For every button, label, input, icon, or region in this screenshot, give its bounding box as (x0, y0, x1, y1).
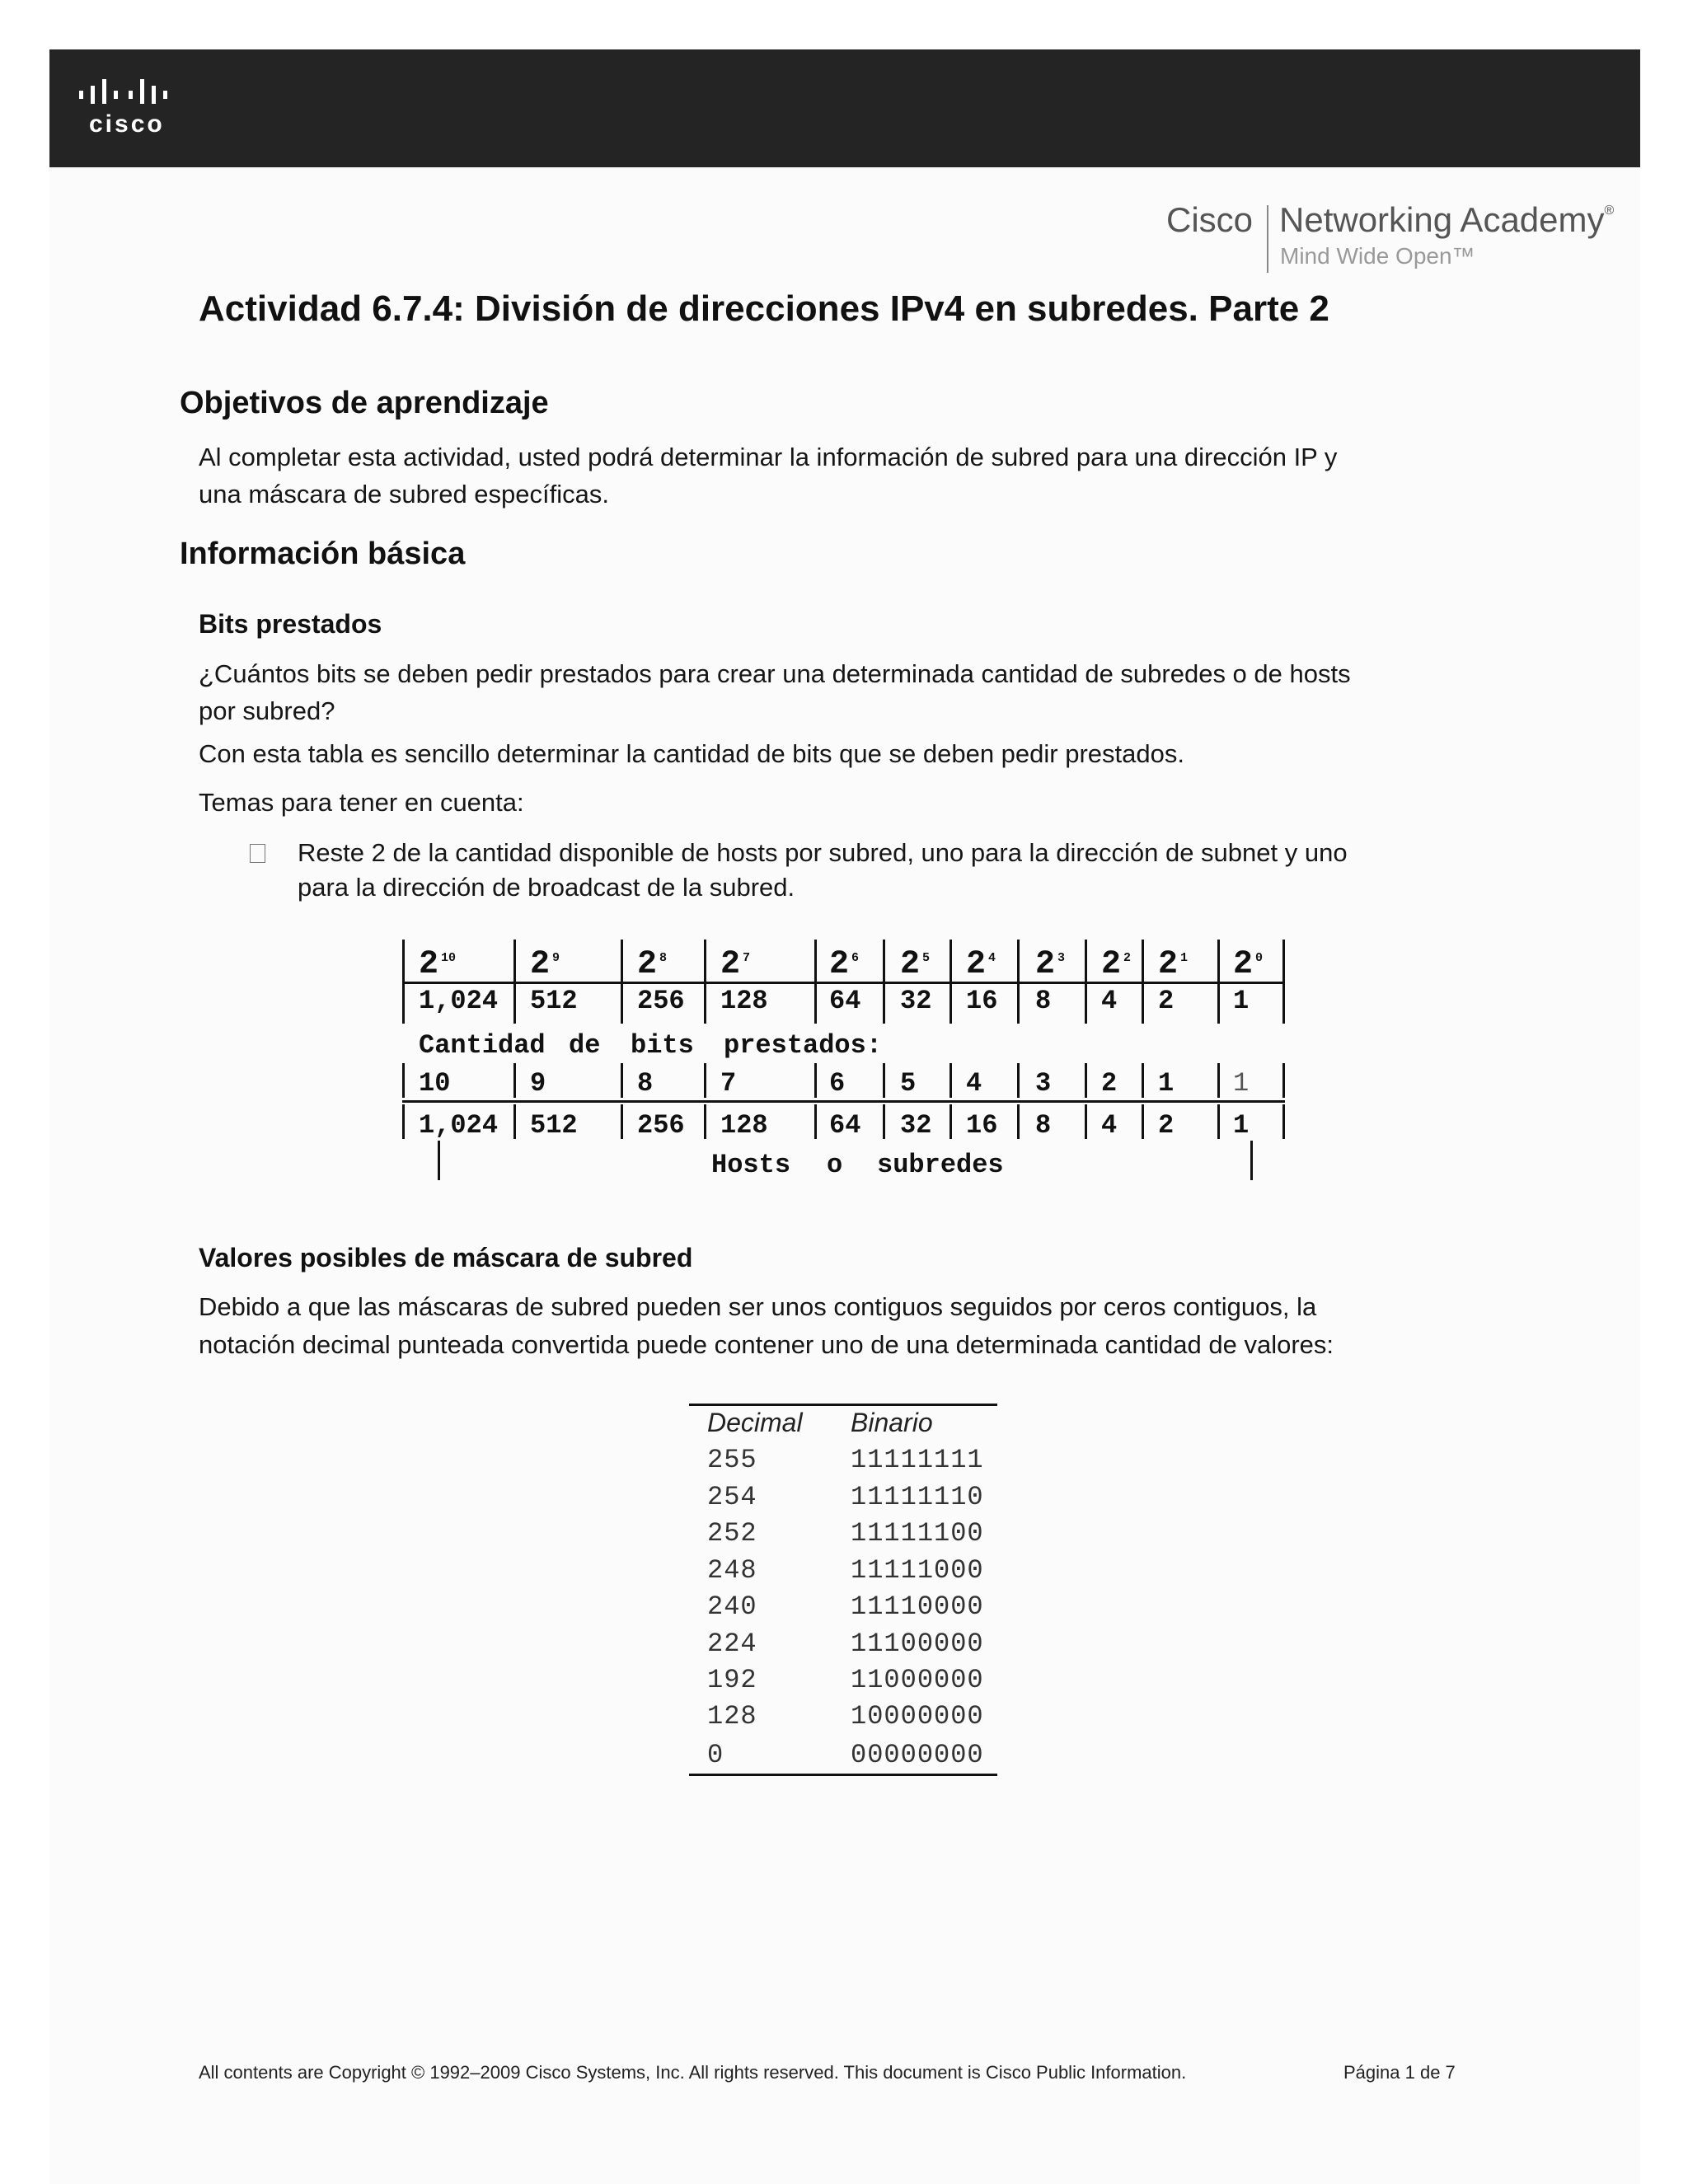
bits-cell: 7 (720, 1068, 737, 1099)
power-cell (966, 946, 996, 983)
bits-cell: 5 (900, 1068, 917, 1099)
bits-label-word: Cantidad (419, 1030, 546, 1061)
mask-binary-cell: 11110000 (851, 1591, 984, 1622)
bits-cell: 4 (966, 1068, 982, 1099)
power-base: 2 (530, 946, 551, 983)
bits-prestados-heading: Bits prestados (199, 609, 382, 639)
academy-name-wrap (1279, 200, 1614, 240)
power-cell (1035, 946, 1065, 983)
hosts-cell: 512 (530, 1110, 578, 1141)
power-base: 2 (637, 946, 658, 983)
value-cell: 4 (1101, 986, 1118, 1016)
power-exponent: 2 (1123, 951, 1132, 965)
power-exponent: 4 (988, 951, 996, 965)
power-exponent: 9 (552, 951, 560, 965)
power-exponent: 0 (1255, 951, 1264, 965)
mask-table-bottom-rule (689, 1774, 997, 1776)
mask-decimal-cell: 240 (707, 1591, 757, 1622)
power-base: 2 (1158, 946, 1179, 983)
table-separator (814, 1104, 817, 1139)
academy-name: Networking Academy (1279, 200, 1605, 239)
cisco-logo-word: cisco (89, 110, 165, 138)
hosts-cell: 32 (900, 1110, 932, 1141)
power-exponent: 3 (1057, 951, 1066, 965)
table-separator (1142, 1104, 1144, 1139)
power-cell (1158, 946, 1188, 983)
hosts-label-word: Hosts (711, 1150, 791, 1180)
bits-label-word: de (569, 1030, 601, 1061)
table-separator (1085, 1063, 1087, 1098)
table-separator (621, 1063, 623, 1098)
mascara-heading: Valores posibles de máscara de subred (199, 1243, 693, 1272)
power-base: 2 (900, 946, 921, 983)
hosts-cell: 256 (637, 1110, 685, 1141)
table-separator (883, 1104, 885, 1139)
value-cell: 8 (1035, 986, 1052, 1016)
cisco-logo (79, 79, 195, 145)
academy-brand: Cisco (1166, 200, 1254, 239)
hosts-cell: 4 (1101, 1110, 1118, 1141)
power-exponent: 8 (659, 951, 668, 965)
objetivos-line-1: Al completar esta actividad, usted podrá determinar la información de subred para una dirección IP y (199, 443, 1338, 471)
power-cell (1101, 946, 1131, 983)
table-separator (814, 1063, 817, 1098)
power-exponent: 7 (743, 951, 751, 965)
value-cell: 16 (966, 986, 998, 1016)
table-intro: Con esta tabla es sencillo determinar la cantidad de bits que se deben pedir prestados. (199, 739, 1184, 768)
hosts-cell: 16 (966, 1110, 998, 1141)
table-separator (1282, 1063, 1285, 1098)
value-cell: 512 (530, 986, 578, 1016)
academy-divider (1267, 205, 1268, 273)
bullet-line-2: para la dirección de broadcast de la subred. (298, 873, 795, 902)
table-separator (621, 1104, 623, 1139)
table-separator (1217, 1104, 1220, 1139)
header-bar (49, 49, 1640, 167)
mask-binary-cell: 11111000 (851, 1555, 984, 1586)
cisco-bars-icon (79, 79, 186, 105)
value-cell: 64 (829, 986, 861, 1016)
power-cell (637, 946, 667, 983)
table-separator (704, 1063, 706, 1098)
bits-label-word: bits (631, 1030, 694, 1061)
academy-tagline: Mind Wide Open™ (1280, 243, 1475, 269)
power-base: 2 (419, 946, 439, 983)
power-cell (419, 946, 456, 983)
power-cell (530, 946, 560, 983)
mask-decimal-cell: 224 (707, 1629, 757, 1659)
power-exponent: 1 (1180, 951, 1189, 965)
table-separator (513, 1063, 516, 1098)
table-separator (704, 1104, 706, 1139)
hosts-cell: 1 (1233, 1110, 1250, 1141)
power-base: 2 (1035, 946, 1056, 983)
table-rule (402, 1100, 1285, 1103)
table-separator (950, 1063, 952, 1098)
bullet-line-1: Reste 2 de la cantidad disponible de hosts por subred, uno para la dirección de subnet y uno (298, 838, 1348, 867)
mask-binary-cell: 11111100 (851, 1518, 984, 1549)
academy-reg: ® (1604, 204, 1615, 218)
mask-header-binario: Binario (851, 1408, 933, 1437)
power-base: 2 (1101, 946, 1122, 983)
table-separator (883, 1063, 885, 1098)
mascara-line-1: Debido a que las máscaras de subred pueden ser unos contiguos seguidos por ceros contiguos, la (199, 1292, 1317, 1321)
question-line-2: por subred? (199, 696, 335, 725)
power-cell (900, 946, 930, 983)
power-base: 2 (966, 946, 987, 983)
section-heading-info: Información básica (180, 537, 466, 571)
power-cell (829, 946, 859, 983)
power-exponent: 6 (851, 951, 860, 965)
mask-binary-cell: 11100000 (851, 1629, 984, 1659)
bits-label-word: prestados: (724, 1030, 883, 1061)
mask-binary-cell: 00000000 (851, 1740, 984, 1770)
mask-header-decimal: Decimal (707, 1408, 803, 1437)
mask-binary-cell: 11000000 (851, 1665, 984, 1695)
mask-binary-cell: 11111111 (851, 1445, 984, 1475)
footer-page-number: Página 1 de 7 (1343, 2062, 1456, 2083)
hosts-cell: 128 (720, 1110, 768, 1141)
table-separator (513, 1104, 516, 1139)
hosts-cell: 1,024 (419, 1110, 499, 1141)
bits-cell: 6 (829, 1068, 846, 1099)
footer-copyright: All contents are Copyright © 1992–2009 Cisco Systems, Inc. All rights reserved. This document is Cisco Public Information. (199, 2062, 1187, 2083)
power-exponent: 10 (441, 951, 457, 965)
bits-cell: 10 (419, 1068, 451, 1099)
mask-decimal-cell: 0 (707, 1740, 724, 1770)
mask-decimal-cell: 128 (707, 1701, 757, 1732)
power-base: 2 (1233, 946, 1254, 983)
bullet-icon (250, 844, 265, 863)
hosts-bracket-left (438, 1141, 440, 1180)
mask-decimal-cell: 248 (707, 1555, 757, 1586)
table-separator (1142, 1063, 1144, 1098)
value-cell: 256 (637, 986, 685, 1016)
hosts-label-word: subredes (877, 1150, 1004, 1180)
power-exponent: 5 (922, 951, 931, 965)
objetivos-line-2: una máscara de subred específicas. (199, 480, 609, 509)
mask-decimal-cell: 252 (707, 1518, 757, 1549)
mask-binary-cell: 10000000 (851, 1701, 984, 1732)
bits-cell: 2 (1101, 1068, 1118, 1099)
hosts-bracket-right (1250, 1141, 1253, 1180)
table-separator (402, 1104, 405, 1139)
value-cell: 1 (1233, 986, 1250, 1016)
mask-decimal-cell: 192 (707, 1665, 757, 1695)
table-separator (1085, 1104, 1087, 1139)
value-cell: 1,024 (419, 986, 499, 1016)
hosts-cell: 64 (829, 1110, 861, 1141)
mask-table-top-rule (689, 1404, 997, 1406)
table-separator (402, 1063, 405, 1098)
power-cell (720, 946, 750, 983)
bits-cell: 8 (637, 1068, 654, 1099)
bits-cell: 1 (1158, 1068, 1175, 1099)
mask-decimal-cell: 255 (707, 1445, 757, 1475)
power-cell (1233, 946, 1263, 983)
mask-binary-cell: 11111110 (851, 1482, 984, 1512)
bits-cell: 9 (530, 1068, 546, 1099)
table-separator (1017, 1104, 1020, 1139)
table-separator (1217, 1063, 1220, 1098)
page-title: Actividad 6.7.4: División de direcciones IPv4 en subredes. Parte 2 (199, 288, 1329, 329)
power-base: 2 (720, 946, 741, 983)
academy-logo (1166, 200, 1636, 274)
table-separator (950, 1104, 952, 1139)
bits-cell: 1 (1233, 1068, 1250, 1099)
value-cell: 32 (900, 986, 932, 1016)
power-base: 2 (829, 946, 850, 983)
temas-line: Temas para tener en cuenta: (199, 788, 524, 817)
table-separator (1282, 1104, 1285, 1139)
value-cell: 128 (720, 986, 768, 1016)
value-cell: 2 (1158, 986, 1175, 1016)
hosts-cell: 8 (1035, 1110, 1052, 1141)
mask-decimal-cell: 254 (707, 1482, 757, 1512)
hosts-label-word: o (827, 1150, 843, 1180)
section-heading-objetivos: Objetivos de aprendizaje (180, 386, 549, 420)
mascara-line-2: notación decimal punteada convertida puede contener uno de una determinada cantidad de valores: (199, 1330, 1334, 1359)
question-line-1: ¿Cuántos bits se deben pedir prestados para crear una determinada cantidad de subredes o de hosts (199, 659, 1351, 688)
table-separator (1017, 1063, 1020, 1098)
bits-cell: 3 (1035, 1068, 1052, 1099)
hosts-cell: 2 (1158, 1110, 1175, 1141)
